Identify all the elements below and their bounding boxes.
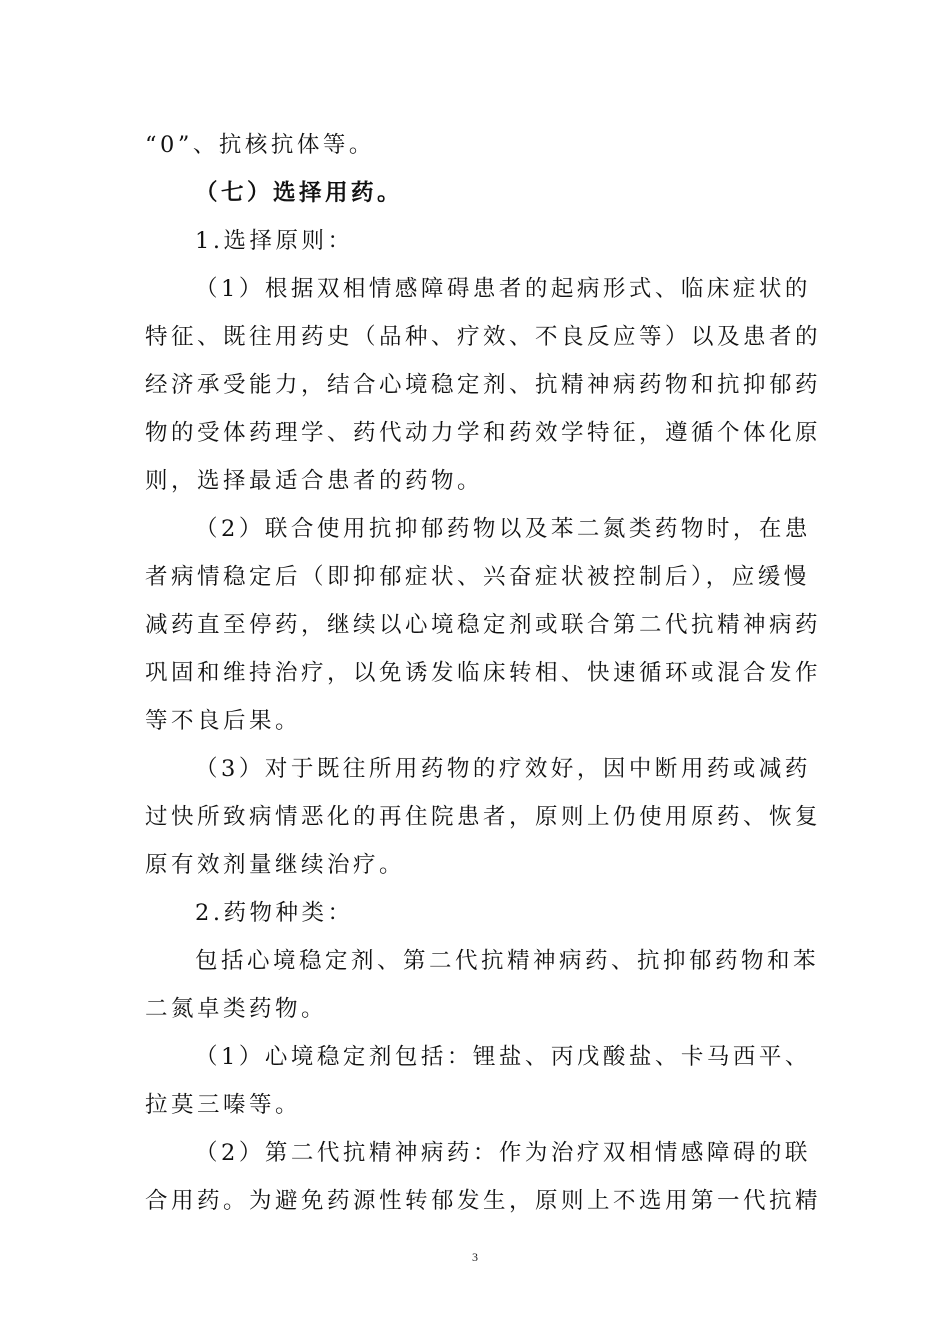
paragraph-line: 减药直至停药，继续以心境稳定剂或联合第二代抗精神病药: [145, 612, 822, 638]
paragraph-line: 过快所致病情恶化的再住院患者，原则上仍使用原药、恢复: [145, 804, 822, 830]
paragraph-line: （3）对于既往所用药物的疗效好，因中断用药或减药: [195, 756, 811, 782]
text-line: “0”、抗核抗体等。: [145, 132, 375, 158]
paragraph-line: （1）根据双相情感障碍患者的起病形式、临床症状的: [195, 276, 811, 302]
paragraph-line: 等不良后果。: [145, 708, 302, 734]
paragraph-line: 二氮卓类药物。: [145, 996, 328, 1022]
paragraph-line: 特征、既往用药史（品种、疗效、不良反应等）以及患者的: [145, 324, 822, 350]
subsection-heading: 2.药物种类：: [195, 900, 354, 926]
paragraph-line: 巩固和维持治疗，以免诱发临床转相、快速循环或混合发作: [145, 660, 822, 686]
paragraph-line: 合用药。为避免药源性转郁发生，原则上不选用第一代抗精: [145, 1188, 822, 1214]
paragraph-line: （2）第二代抗精神病药：作为治疗双相情感障碍的联: [195, 1140, 811, 1166]
paragraph-line: 物的受体药理学、药代动力学和药效学特征，遵循个体化原: [145, 420, 822, 446]
paragraph-line: 包括心境稳定剂、第二代抗精神病药、抗抑郁药物和苯: [195, 948, 820, 974]
page-number: 3: [472, 1250, 478, 1264]
paragraph-line: 经济承受能力，结合心境稳定剂、抗精神病药物和抗抑郁药: [145, 372, 822, 398]
section-heading: （七）选择用药。: [195, 180, 404, 206]
paragraph-line: 原有效剂量继续治疗。: [145, 852, 406, 878]
subsection-heading: 1.选择原则：: [195, 228, 354, 254]
paragraph-line: （1）心境稳定剂包括：锂盐、丙戊酸盐、卡马西平、: [195, 1044, 811, 1070]
paragraph-line: 则，选择最适合患者的药物。: [145, 468, 484, 494]
paragraph-line: 者病情稳定后（即抑郁症状、兴奋症状被控制后），应缓慢: [145, 564, 810, 590]
paragraph-line: 拉莫三嗪等。: [145, 1092, 302, 1118]
paragraph-line: （2）联合使用抗抑郁药物以及苯二氮类药物时，在患: [195, 516, 811, 542]
